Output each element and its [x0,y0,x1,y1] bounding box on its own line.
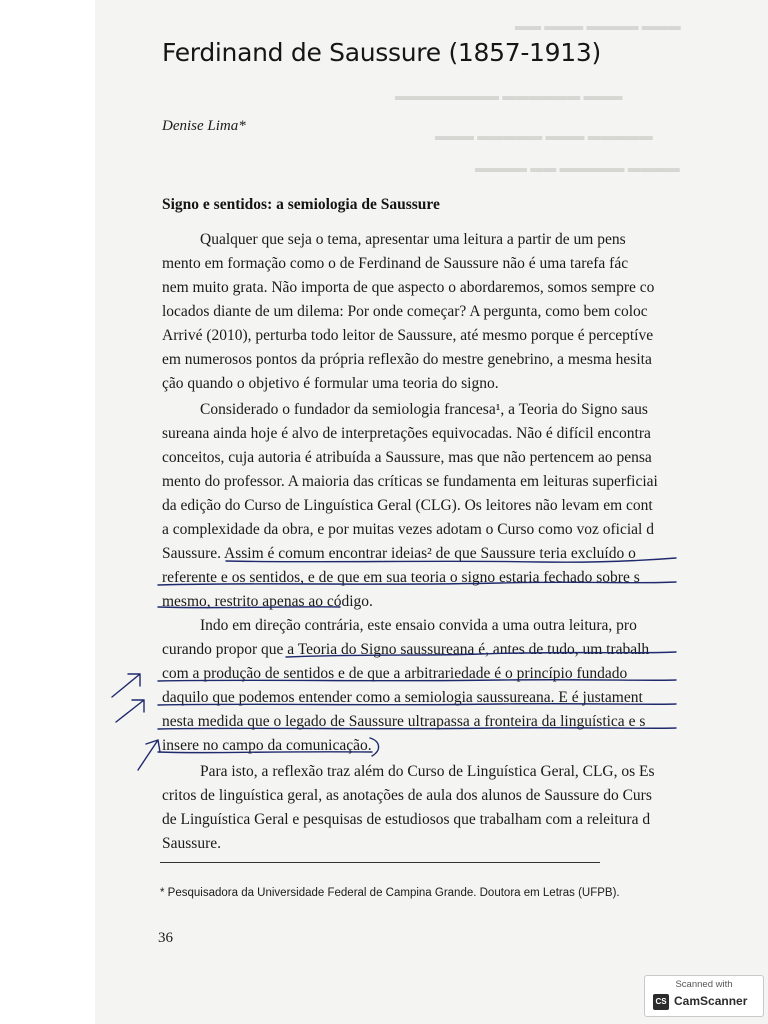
text-line: Arrivé (2010), perturba todo leitor de Saussure, até mesmo porque é perceptíve [162,327,654,344]
camscanner-logo-icon: CS [653,994,669,1010]
text-line: mento em formação como o de Ferdinand de Saussure não é uma tarefa fác [162,255,629,272]
text-line: mento do professor. A maioria das críticas se fundamenta em leituras superficiai [162,473,658,490]
footnote-divider [160,862,600,863]
footnote: * Pesquisadora da Universidade Federal de Campina Grande. Doutora em Letras (UFPB). [160,887,620,899]
text-line: Saussure. [162,835,221,852]
section-heading: Signo e sentidos: a semiologia de Saussure [162,196,440,213]
watermark-caption: Scanned with [675,979,733,990]
text-line: daquilo que podemos entender como a semiologia saussureana. E é justament [162,689,643,706]
text-line: referente e os sentidos, e de que em sua teoria o signo estaria fechado sobre s [162,569,640,586]
text-line: nesta medida que o legado de Saussure ultrapassa a fronteira da linguística e s [162,713,646,730]
bleed-through-text: ▬▬▬ ▬▬▬▬▬ ▬▬▬ ▬▬▬▬▬ [435,128,653,143]
scan-margin [0,0,95,1024]
text-line: Considerado o fundador da semiologia francesa¹, a Teoria do Signo saus [200,401,648,418]
text-line: critos de linguística geral, as anotações de aula dos alunos de Saussure do Curs [162,787,652,804]
author-name: Denise Lima* [162,118,246,134]
text-line: com a produção de sentidos e de que a arbitrariedade é o princípio fundado [162,665,628,682]
text-line: Qualquer que seja o tema, apresentar uma leitura a partir de um pens [200,231,626,248]
text-line: nem muito grata. Não importa de que aspecto o abordaremos, somos sempre co [162,279,655,296]
text-line: Para isto, a reflexão traz além do Curso de Linguística Geral, CLG, os Es [200,763,655,780]
camscanner-watermark [644,975,764,1017]
text-line: de Linguística Geral e pesquisas de estudiosos que trabalham com a releitura d [162,811,651,828]
page-number: 36 [158,930,173,946]
text-line: ção quando o objetivo é formular uma teoria do signo. [162,375,499,392]
bleed-through-text: ▬▬ ▬▬▬ ▬▬▬▬ ▬▬▬ [515,18,681,33]
text-line: Saussure. Assim é comum encontrar ideias² de que Saussure teria excluído o [162,545,636,562]
bleed-through-text: ▬▬▬▬ ▬▬ ▬▬▬▬▬ ▬▬▬▬ [475,160,680,175]
page-title: Ferdinand de Saussure (1857-1913) [162,38,601,67]
text-line: conceitos, cuja autoria é atribuída a Saussure, mas que não pertencem ao pensa [162,449,652,466]
text-line: da edição do Curso de Linguística Geral (CLG). Os leitores não levam em cont [162,497,653,514]
text-line: em numerosos pontos da própria reflexão do mestre genebrino, a mesma hesita [162,351,652,368]
text-line: Indo em direção contrária, este ensaio convida a uma outra leitura, pro [200,617,637,634]
text-line: locados diante de um dilema: Por onde começar? A pergunta, como bem coloc [162,303,648,320]
text-line: curando propor que a Teoria do Signo saussureana é, antes de tudo, um trabalh [162,641,650,658]
text-line: insere no campo da comunicação. [162,737,372,754]
text-line: a complexidade da obra, e por muitas vezes adotam o Curso como voz oficial d [162,521,654,538]
bleed-through-text: ▬▬▬▬▬▬▬▬ ▬▬▬▬▬▬ ▬▬▬ [395,88,623,103]
text-line: sureana ainda hoje é alvo de interpretações equivocadas. Não é difícil encontra [162,425,651,442]
text-line: mesmo, restrito apenas ao código. [162,593,373,610]
watermark-brand: CamScanner [674,994,748,1008]
